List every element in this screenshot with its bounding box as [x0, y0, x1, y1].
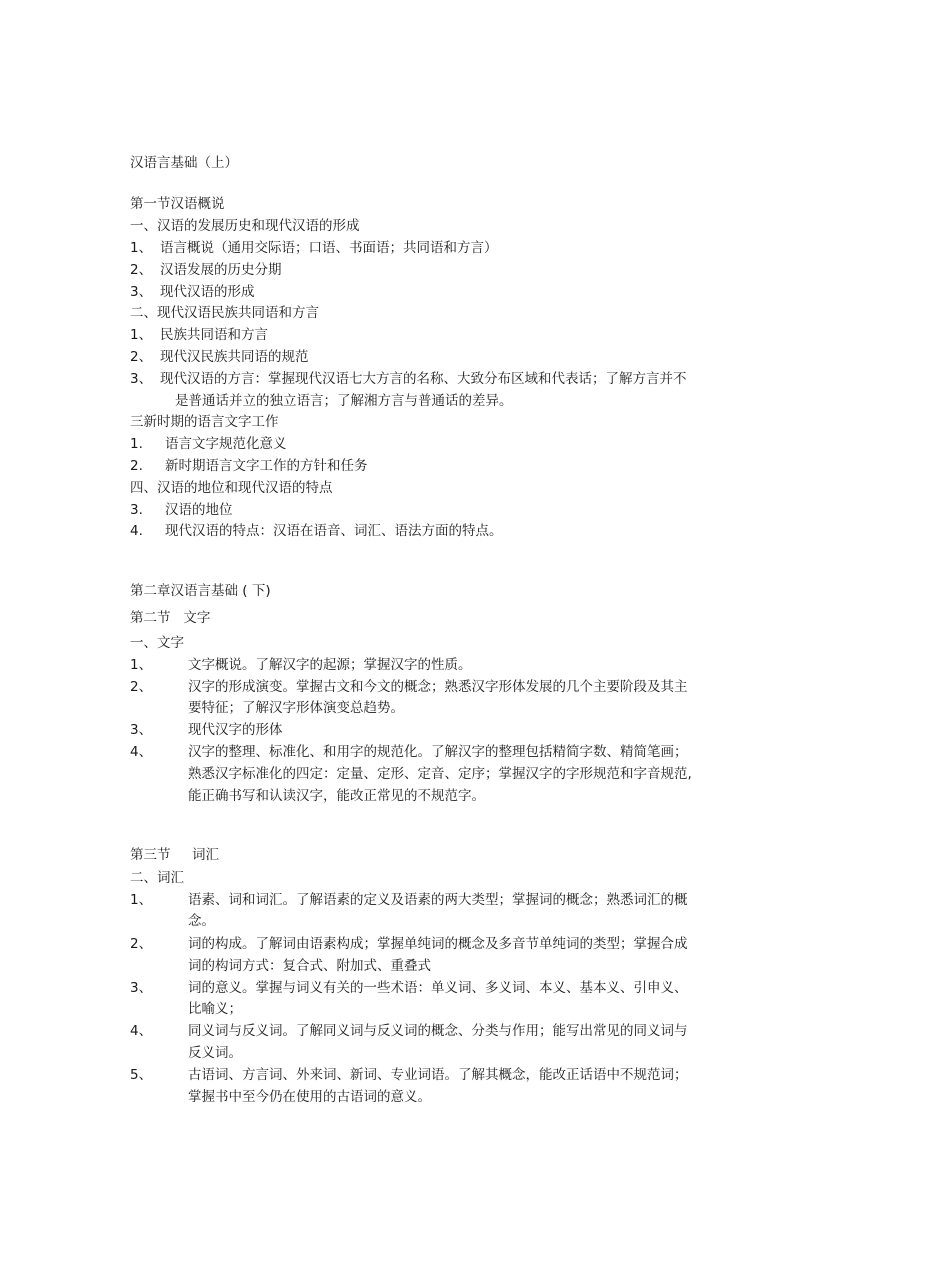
item-text-continued: 念。: [188, 913, 215, 929]
item-text-continued: 熟悉汉字标准化的四定：定量、定形、定音、定序；掌握汉字的字形规范和字音规范,: [188, 766, 692, 782]
item-text-continued: 词的构词方式：复合式、附加式、重叠式: [188, 958, 431, 974]
item-text-continued: 比喻义；: [188, 1001, 242, 1017]
item-text: 同义词与反义词。了解同义词与反义词的概念、分类与作用；能写出常见的同义词与: [188, 1023, 688, 1039]
section2-heading: 第二节 文字: [130, 610, 211, 626]
section1-part1-heading: 一、汉语的发展历史和现代汉语的形成: [130, 218, 360, 234]
item-text: 汉语的地位: [165, 502, 233, 518]
item-text: 现代汉语的特点：汉语在语音、词汇、语法方面的特点。: [165, 523, 503, 539]
item-text-continued: 反义词。: [188, 1045, 242, 1061]
section1-part2-heading: 二、现代汉语民族共同语和方言: [130, 305, 319, 321]
item-number: 2、: [130, 262, 153, 278]
item-text-continued: 能正确书写和认读汉字，能改正常见的不规范字。: [188, 788, 485, 804]
item-number: 2、: [130, 936, 153, 952]
item-text: 现代汉语的方言：掌握现代汉语七大方言的名称、大致分布区域和代表话；了解方言并不: [160, 371, 687, 387]
item-text: 新时期语言文字工作的方针和任务: [165, 458, 368, 474]
item-number: 2.: [130, 458, 143, 474]
document-title: 汉语言基础（上）: [130, 155, 238, 171]
item-number: 3、: [130, 722, 153, 738]
item-number: 3、: [130, 284, 153, 300]
item-text-continued: 要特征；了解汉字形体演变总趋势。: [188, 700, 404, 716]
item-text: 现代汉语的形成: [160, 284, 255, 300]
item-number: 1.: [130, 436, 143, 452]
item-text: 古语词、方言词、外来词、新词、专业词语。了解其概念，能改正话语中不规范词；: [188, 1067, 688, 1083]
item-text: 现代汉民族共同语的规范: [160, 349, 309, 365]
item-text: 词的意义。掌握与词义有关的一些术语：单义词、多义词、本义、基本义、引申义、: [188, 980, 688, 996]
item-number: 4、: [130, 744, 153, 760]
item-text-continued: 是普通话并立的独立语言；了解湘方言与普通话的差异。: [175, 393, 513, 409]
section1-heading: 第一节汉语概说: [130, 196, 225, 212]
item-number: 3、: [130, 371, 153, 387]
chapter2-heading: 第二章汉语言基础 ( 下): [130, 583, 271, 599]
item-number: 1、: [130, 892, 153, 908]
item-number: 3、: [130, 980, 153, 996]
item-number: 4、: [130, 1023, 153, 1039]
item-number: 2、: [130, 349, 153, 365]
item-number: 1、: [130, 240, 153, 256]
item-number: 1、: [130, 657, 153, 673]
section1-part3-heading: 三新时期的语言文字工作: [130, 414, 279, 430]
item-text: 民族共同语和方言: [160, 327, 268, 343]
item-text: 语素、词和词汇。了解语素的定义及语素的两大类型；掌握词的概念；熟悉词汇的概: [188, 892, 688, 908]
item-text: 汉字的整理、标准化、和用字的规范化。了解汉字的整理包括精简字数、精简笔画；: [188, 744, 688, 760]
item-text: 文字概说。了解汉字的起源；掌握汉字的性质。: [188, 657, 472, 673]
item-text: 汉语发展的历史分期: [160, 262, 282, 278]
item-text: 语言概说（通用交际语；口语、书面语；共同语和方言）: [160, 240, 498, 256]
item-text: 汉字的形成演变。掌握古文和今文的概念；熟悉汉字形体发展的几个主要阶段及其主: [188, 679, 688, 695]
section2-sub-heading: 一、文字: [130, 635, 184, 651]
item-text: 语言文字规范化意义: [165, 436, 287, 452]
section1-part4-heading: 四、汉语的地位和现代汉语的特点: [130, 480, 333, 496]
item-text-continued: 掌握书中至今仍在使用的古语词的意义。: [188, 1089, 431, 1105]
item-number: 4.: [130, 523, 143, 539]
item-number: 5、: [130, 1067, 153, 1083]
item-text: 词的构成。了解词由语素构成；掌握单纯词的概念及多音节单纯词的类型；掌握合成: [188, 936, 688, 952]
section3-heading: 第三节 词汇: [130, 847, 219, 863]
item-number: 1、: [130, 327, 153, 343]
item-text: 现代汉字的形体: [188, 722, 283, 738]
section3-sub-heading: 二、词汇: [130, 870, 184, 886]
item-number: 2、: [130, 679, 153, 695]
item-number: 3.: [130, 502, 143, 518]
